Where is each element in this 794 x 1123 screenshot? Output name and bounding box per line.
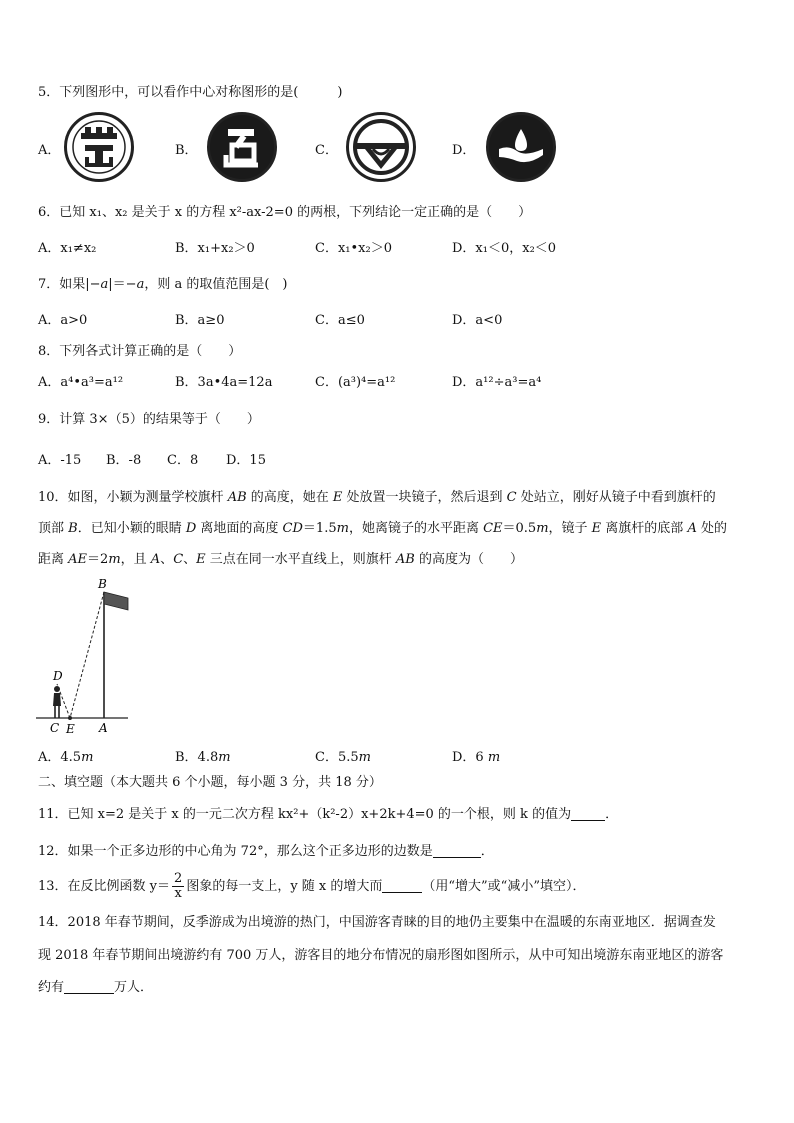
q10-option-c: C．5.5m	[315, 750, 371, 765]
q10-stem-line1: 10．如图，小颖为测量学校旗杆 AB 的高度，她在 E 处放置一块镜子，然后退到 C 处站立，刚好从镜子中看到旗杆的	[38, 490, 716, 505]
mirror-point	[68, 716, 72, 720]
label-b: B	[98, 577, 107, 591]
q6-option-d: D．x₁＜0，x₂＜0	[452, 241, 557, 256]
q7-option-a: A．a>0	[38, 313, 88, 328]
q10-figure	[36, 576, 136, 738]
q10-option-b: B．4.8m	[175, 750, 231, 765]
q8-option-d: D．a¹²÷a³=a⁴	[452, 375, 542, 390]
flag-icon	[104, 592, 128, 610]
q6-option-b: B．x₁+x₂＞0	[175, 241, 255, 256]
q10-option-d: D．6 m	[452, 750, 501, 765]
q8-option-b: B．3a•4a=12a	[175, 375, 273, 390]
q12: 12．如果一个正多边形的中心角为 72°，那么这个正多边形的边数是 ．	[38, 844, 494, 859]
q9-option-a: A．-15	[38, 453, 82, 468]
q6-option-a: A．x₁≠x₂	[38, 241, 97, 256]
q5-symbol-c-icon	[346, 112, 416, 182]
q7-option-b: B．a≥0	[175, 313, 225, 328]
q13: 13．在反比例函数 y＝ $\frac{2}{x}$ 图象的每一支上，y 随 x 的增大而 （用“增大”或“减小”填空）．	[38, 871, 586, 901]
q8-stem: 8．下列各式计算正确的是（ ）	[38, 344, 242, 359]
section-2-heading: 二、填空题（本大题共 6 个小题，每小题 3 分，共 18 分）	[38, 775, 382, 790]
q11-answer-blank[interactable]	[571, 806, 605, 821]
q10-option-a: A．4.5m	[38, 750, 94, 765]
q5-symbol-a-icon	[64, 112, 134, 182]
q7-option-d: D．a<0	[452, 313, 503, 328]
q5-option-a-label: A．	[38, 143, 61, 158]
q6-option-c: C．x₁•x₂＞0	[315, 241, 392, 256]
person-icon	[53, 686, 61, 718]
q8-option-c: C．(a³)⁴=a¹²	[315, 375, 396, 390]
q5-symbol-b-icon	[207, 112, 277, 182]
q5-symbol-d-icon	[486, 112, 556, 182]
q9-option-b: B．-8	[106, 453, 142, 468]
label-a: A	[99, 721, 108, 735]
q10-stem-line3: 距离 AE＝2m，且 A、C、E 三点在同一水平直线上，则旗杆 AB 的高度为（ ）	[38, 552, 524, 567]
q6-stem: 6．已知 x₁、x₂ 是关于 x 的方程 x²-ax-2=0 的两根，下列结论一定正确的是（ ）	[38, 205, 532, 220]
q13-fraction: $\frac{2}{x}$	[174, 871, 183, 901]
label-d: D	[53, 669, 63, 683]
q9-stem: 9．计算 3×（5）的结果等于（ ）	[38, 412, 260, 427]
sight-line-b-e	[70, 592, 104, 718]
q5-stem: 5．下列图形中，可以看作中心对称图形的是( )	[38, 85, 343, 100]
q9-option-c: C．8	[167, 453, 199, 468]
q8-option-a: A．a⁴•a³=a¹²	[38, 375, 124, 390]
q10-stem-line2: 顶部 B．已知小颖的眼睛 D 离地面的高度 CD＝1.5m，她离镜子的水平距离 CE＝0.5m，镜子 E 离旗杆的底部 A 处的	[38, 521, 727, 536]
q5-option-c-label: C．	[315, 143, 338, 158]
q14-answer-blank[interactable]	[64, 979, 114, 994]
q5-option-d-label: D．	[452, 143, 476, 158]
q14-line2: 现 2018 年春节期间出境游约有 700 万人，游客目的地分布情况的扇形图如图所示，从中可知出境游东南亚地区的游客	[38, 948, 724, 963]
q11: 11．已知 x=2 是关于 x 的一元二次方程 kx²+（k²-2）x+2k+4=0 的一个根，则 k 的值为 ．	[38, 807, 619, 822]
q14-line3: 约有 万人．	[38, 980, 154, 995]
q7-stem: 7．如果|−𝑎|＝−𝑎，则 a 的取值范围是( )	[38, 277, 288, 292]
q9-option-d: D．15	[226, 453, 266, 468]
q7-option-c: C．a≤0	[315, 313, 365, 328]
label-e: E	[66, 722, 75, 736]
q5-option-b-label: B．	[175, 143, 198, 158]
q12-answer-blank[interactable]	[433, 843, 481, 858]
q14-line1: 14．2018 年春节期间，反季游成为出境游的热门，中国游客青睐的目的地仍主要集中在温暖的东南亚地区．据调查发	[38, 915, 716, 930]
label-c: C	[50, 721, 60, 735]
q13-answer-blank[interactable]	[382, 878, 422, 893]
